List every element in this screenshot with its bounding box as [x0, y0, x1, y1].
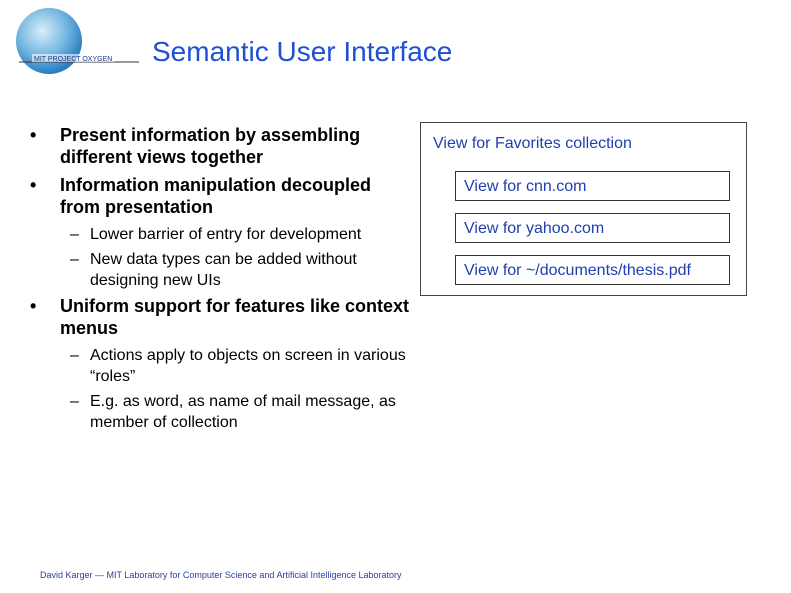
logo-text: MIT PROJECT OXYGEN: [34, 56, 113, 63]
bullet-list: [30, 124, 410, 437]
view-thesis-pdf[interactable]: View for ~/documents/thesis.pdf: [455, 255, 730, 285]
bullet-text: Present information by assembling different views together: [60, 125, 361, 167]
sub-bullet-marker: –: [70, 251, 79, 268]
project-oxygen-logo: [14, 6, 144, 76]
sub-bullet-text: Actions apply to objects on screen in various “roles”: [90, 347, 406, 385]
sub-bullet-item: [30, 224, 410, 245]
sub-bullet-marker: –: [70, 347, 79, 364]
sub-bullet-item: [30, 249, 410, 291]
view-yahoo[interactable]: View for yahoo.com: [455, 213, 730, 243]
bullet-marker: •: [30, 125, 37, 145]
bullet-item: [30, 295, 410, 339]
favorites-collection-view[interactable]: [420, 122, 747, 296]
sub-bullet-item: [30, 391, 410, 433]
panel-title: View for Favorites collection: [433, 135, 632, 152]
bullet-text: Uniform support for features like context menus: [60, 296, 410, 338]
bullet-item: [30, 124, 410, 168]
bullet-item: [30, 174, 410, 218]
bullet-marker: •: [30, 175, 37, 195]
sub-bullet-item: [30, 345, 410, 387]
sub-bullet-text: New data types can be added without designing new UIs: [90, 251, 357, 289]
sub-bullet-marker: –: [70, 226, 79, 243]
bullet-marker: •: [30, 296, 37, 316]
sub-bullet-text: Lower barrier of entry for development: [90, 226, 362, 243]
view-cnn[interactable]: View for cnn.com: [455, 171, 730, 201]
bullet-text: Information manipulation decoupled from presentation: [60, 175, 372, 217]
footer-credit: David Karger — MIT Laboratory for Computer Science and Artificial Intelligence Laboratory: [40, 570, 402, 580]
slide-title: Semantic User Interface: [152, 36, 453, 67]
sub-bullet-text: E.g. as word, as name of mail message, as member of collection: [90, 393, 396, 431]
sub-bullet-marker: –: [70, 393, 79, 410]
